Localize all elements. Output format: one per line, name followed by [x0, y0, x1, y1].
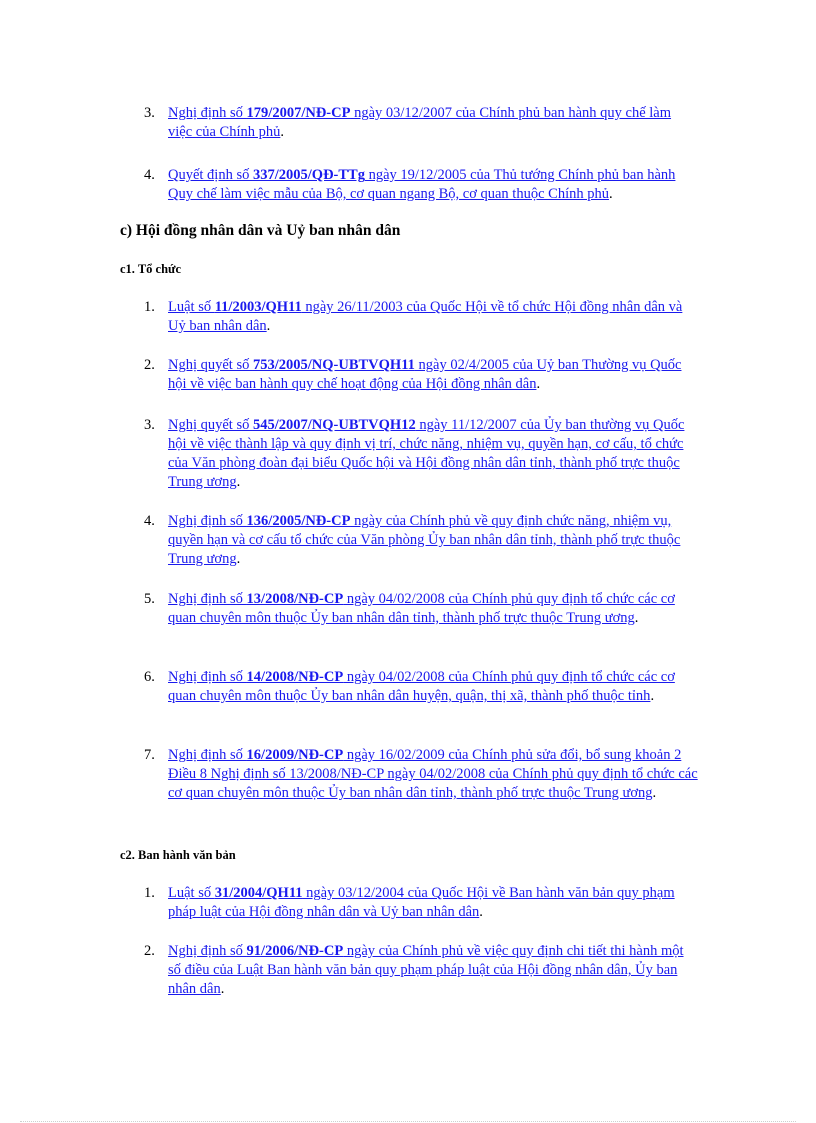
list-number: 1. — [144, 299, 155, 315]
document-code: 11/2003/QH11 — [214, 299, 302, 315]
list-item: 3. Nghị quyết số 545/2007/NQ-UBTVQH12 ngày 11/12/2007 của Ủy ban thường vụ Quốc hội về việc thành lập và quy định vị trí, chức năng, nhiệm vụ, quyền hạn, cơ cấu, tổ chức của Văn phòng đoàn đại biểu Quốc hội và Hội đồng nhân dân tỉnh, thành phố trực thuộc Trung ương. — [144, 417, 685, 490]
subsection-heading: c1. Tổ chức — [120, 262, 182, 276]
document-code: 753/2005/NQ-UBTVQH11 — [252, 357, 415, 373]
document-link[interactable]: Nghị quyết số 545/2007/NQ-UBTVQH12 ngày 11/12/2007 của Ủy ban thường vụ Quốc hội về việc thành lập và quy định vị trí, chức năng, nhiệm vụ, quyền hạn, cơ cấu, tổ chức của Văn phòng đoàn đại biểu Quốc hội và Hội đồng nhân dân tỉnh, thành phố trực thuộc Trung ương — [168, 417, 685, 490]
list-item: 6. Nghị định số 14/2008/NĐ-CP ngày 04/02/2008 của Chính phủ quy định tổ chức các cơ quan chuyên môn thuộc Ủy ban nhân dân huyện, quận, thị xã, thành phố thuộc tỉnh. — [144, 669, 675, 704]
section-heading: c) Hội đồng nhân dân và Uỷ ban nhân dân — [120, 222, 401, 239]
list-item: 2. Nghị định số 91/2006/NĐ-CP ngày của Chính phủ về việc quy định chi tiết thi hành một số điều của Luật Ban hành văn bản quy phạm pháp luật của Hội đồng nhân dân, Ủy ban nhân dân. — [144, 943, 684, 997]
document-code: 91/2006/NĐ-CP — [246, 943, 344, 959]
list-item: 5. Nghị định số 13/2008/NĐ-CP ngày 04/02/2008 của Chính phủ quy định tổ chức các cơ quan chuyên môn thuộc Ủy ban nhân dân tỉnh, thành phố trực thuộc Trung ương. — [144, 591, 675, 626]
list-item: 3. Nghị định số 179/2007/NĐ-CP ngày 03/12/2007 của Chính phủ ban hành quy chế làm việc của Chính phủ. — [144, 105, 672, 140]
document-link[interactable]: Nghị định số 16/2009/NĐ-CP ngày 16/02/2009 của Chính phủ sửa đổi, bổ sung khoản 2 Điều 8 Nghị định số 13/2008/NĐ-CP ngày 04/02/2008 của Chính phủ quy định tổ chức các cơ quan chuyên môn thuộc Ủy ban nhân dân tỉnh, thành phố trực thuộc Trung ương — [168, 747, 698, 801]
document-link[interactable]: Nghị quyết số 753/2005/NQ-UBTVQH11 ngày 02/4/2005 của Uỷ ban Thường vụ Quốc hội về việc ban hành quy chế hoạt động của Hội đồng nhân dân — [168, 357, 682, 392]
list-item: 4. Nghị định số 136/2005/NĐ-CP ngày của Chính phủ về quy định chức năng, nhiệm vụ, quyền hạn và cơ cấu tổ chức của Văn phòng Ủy ban nhân dân tỉnh, thành phố trực thuộc Trung ương. — [144, 513, 681, 567]
document-code: 337/2005/QĐ-TTg — [252, 167, 365, 183]
list-item: 1. Luật số 11/2003/QH11 ngày 26/11/2003 của Quốc Hội về tổ chức Hội đồng nhân dân và Uỷ ban nhân dân. — [144, 299, 683, 334]
list-number: 2. — [144, 357, 155, 373]
list-number: 3. — [144, 417, 155, 433]
list-number: 4. — [144, 513, 155, 529]
document-code: 14/2008/NĐ-CP — [246, 669, 344, 685]
document-code: 545/2007/NQ-UBTVQH12 — [252, 417, 416, 433]
list-number: 2. — [144, 943, 155, 959]
document-link[interactable]: Nghị định số 13/2008/NĐ-CP ngày 04/02/2008 của Chính phủ quy định tổ chức các cơ quan chuyên môn thuộc Ủy ban nhân dân tỉnh, thành phố trực thuộc Trung ương — [168, 591, 675, 626]
list-item: 1. Luật số 31/2004/QH11 ngày 03/12/2004 của Quốc Hội về Ban hành văn bản quy phạm pháp luật của Hội đồng nhân dân và Uỷ ban nhân dân. — [144, 885, 675, 920]
page-bottom-rule — [20, 1121, 796, 1122]
document-link[interactable]: Luật số 31/2004/QH11 ngày 03/12/2004 của Quốc Hội về Ban hành văn bản quy phạm pháp luật của Hội đồng nhân dân và Uỷ ban nhân dân — [168, 885, 675, 920]
list-number: 3. — [144, 105, 155, 121]
list-number: 4. — [144, 167, 155, 183]
document-code: 16/2009/NĐ-CP — [246, 747, 344, 763]
document-code: 136/2005/NĐ-CP — [246, 513, 351, 529]
list-b-continued — [0, 104, 698, 204]
document-link[interactable]: Nghị định số 91/2006/NĐ-CP ngày của Chính phủ về việc quy định chi tiết thi hành một số điều của Luật Ban hành văn bản quy phạm pháp luật của Hội đồng nhân dân, Ủy ban nhân dân — [168, 943, 684, 997]
document-link[interactable]: Nghị định số 136/2005/NĐ-CP ngày của Chính phủ về quy định chức năng, nhiệm vụ, quyền hạn và cơ cấu tổ chức của Văn phòng Ủy ban nhân dân tỉnh, thành phố trực thuộc Trung ương — [168, 513, 681, 567]
list-item: 2. Nghị quyết số 753/2005/NQ-UBTVQH11 ngày 02/4/2005 của Uỷ ban Thường vụ Quốc hội về việc ban hành quy chế hoạt động của Hội đồng nhân dân. — [144, 357, 682, 392]
list-item: 7. Nghị định số 16/2009/NĐ-CP ngày 16/02/2009 của Chính phủ sửa đổi, bổ sung khoản 2 Điều 8 Nghị định số 13/2008/NĐ-CP ngày 04/02/2008 của Chính phủ quy định tổ chức các cơ quan chuyên môn thuộc Ủy ban nhân dân tỉnh, thành phố trực thuộc Trung ương. — [144, 747, 698, 801]
list-item: 4. Quyết định số 337/2005/QĐ-TTg ngày 19/12/2005 của Thủ tướng Chính phủ ban hành Quy chế làm việc mẫu của Bộ, cơ quan ngang Bộ, cơ quan thuộc Chính phủ. — [144, 167, 676, 202]
document-code: 13/2008/NĐ-CP — [246, 591, 344, 607]
list-number: 5. — [144, 591, 155, 607]
list-c1 — [0, 298, 698, 803]
list-number: 1. — [144, 885, 155, 901]
document-link[interactable]: Luật số 11/2003/QH11 ngày 26/11/2003 của Quốc Hội về tổ chức Hội đồng nhân dân và Uỷ ban nhân dân — [168, 299, 683, 334]
list-number: 7. — [144, 747, 155, 763]
document-link[interactable]: Quyết định số 337/2005/QĐ-TTg ngày 19/12/2005 của Thủ tướng Chính phủ ban hành Quy chế làm việc mẫu của Bộ, cơ quan ngang Bộ, cơ quan thuộc Chính phủ — [168, 167, 676, 202]
document-code: 179/2007/NĐ-CP — [246, 105, 351, 121]
list-c2 — [0, 884, 698, 999]
list-number: 6. — [144, 669, 155, 685]
document-link[interactable]: Nghị định số 179/2007/NĐ-CP ngày 03/12/2007 của Chính phủ ban hành quy chế làm việc của Chính phủ — [168, 105, 672, 140]
subsection-heading: c2. Ban hành văn bản — [120, 848, 236, 862]
document-code: 31/2004/QH11 — [214, 885, 303, 901]
document-link[interactable]: Nghị định số 14/2008/NĐ-CP ngày 04/02/2008 của Chính phủ quy định tổ chức các cơ quan chuyên môn thuộc Ủy ban nhân dân huyện, quận, thị xã, thành phố thuộc tỉnh — [168, 669, 675, 704]
